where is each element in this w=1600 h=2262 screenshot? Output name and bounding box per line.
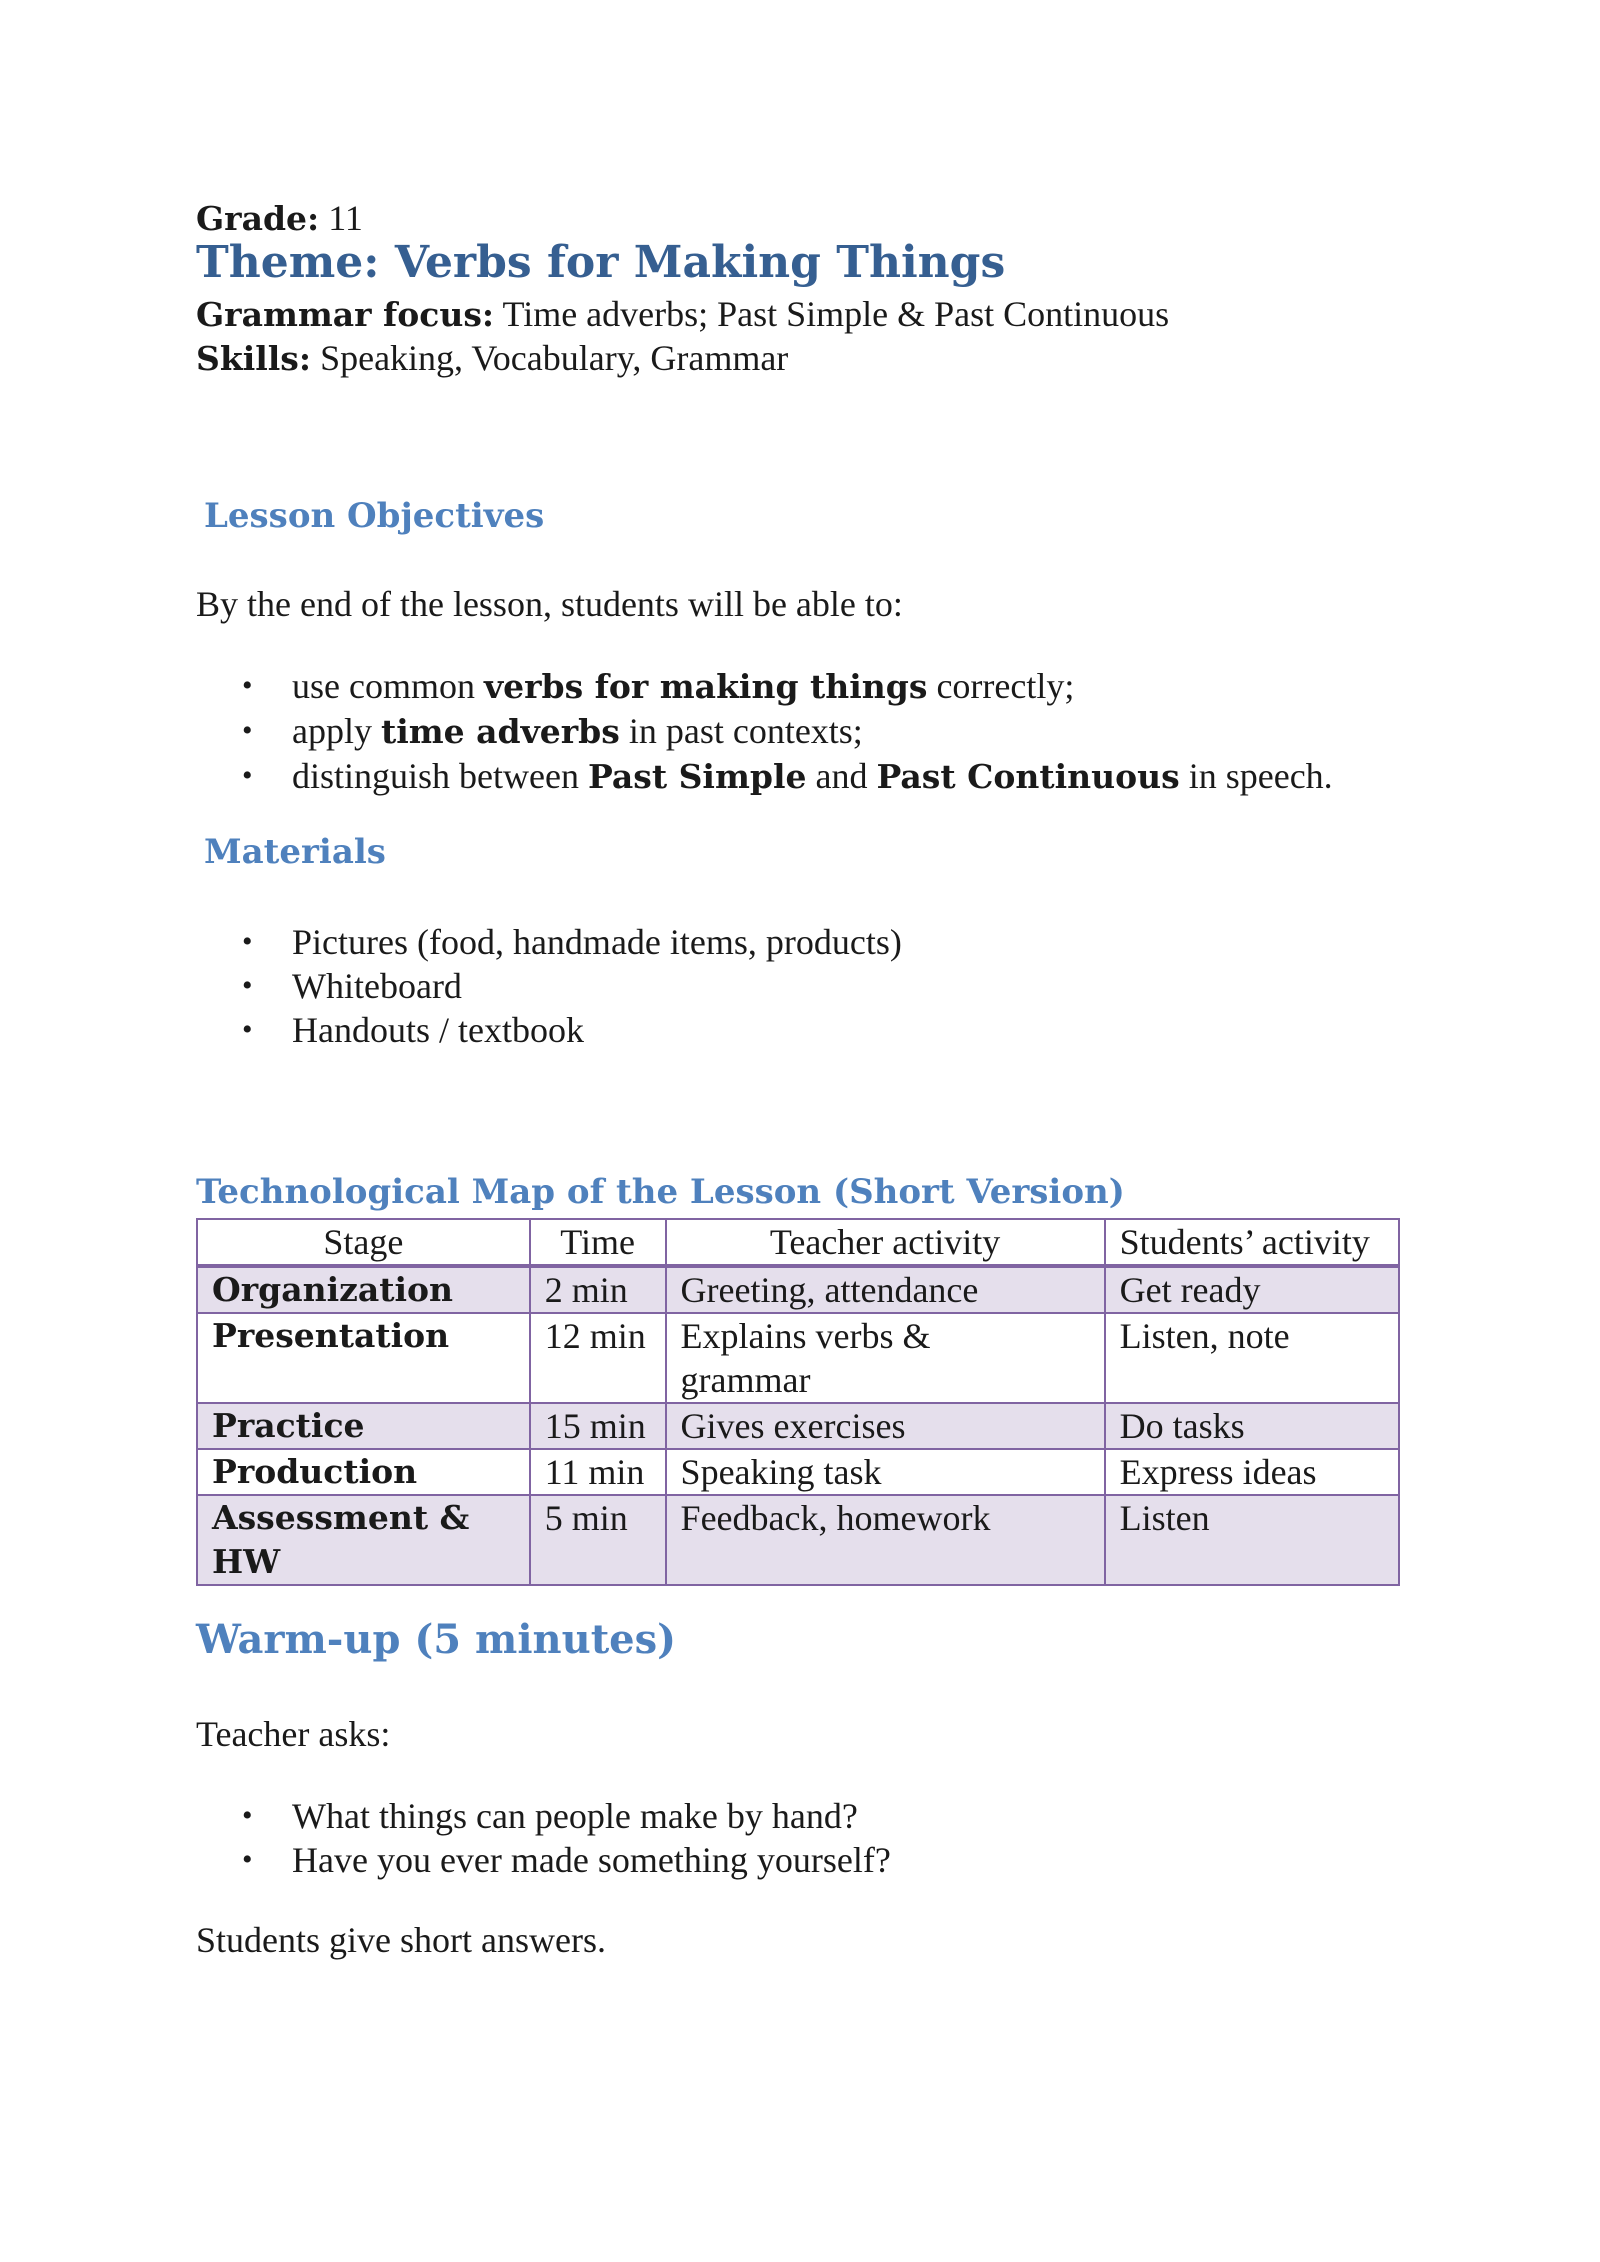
column-header-stage: Stage: [197, 1219, 530, 1266]
students-cell: Get ready: [1105, 1266, 1399, 1313]
stage-cell: Presentation: [197, 1313, 530, 1403]
column-header-teacher: Teacher activity: [666, 1219, 1105, 1266]
list-item: • Pictures (food, handmade items, products): [242, 922, 902, 962]
table-row: [197, 1495, 1399, 1585]
students-cell: Express ideas: [1105, 1449, 1399, 1495]
time-cell: 15 min: [530, 1403, 666, 1449]
list-item: • Whiteboard: [242, 966, 462, 1006]
time-cell: 11 min: [530, 1449, 666, 1495]
warmup-intro: Teacher asks:: [196, 1714, 391, 1754]
students-cell: Listen: [1105, 1495, 1399, 1585]
tech-map-heading: Technological Map of the Lesson (Short Version): [196, 1172, 1125, 1212]
table-row: [197, 1403, 1399, 1449]
objectives-heading: Lesson Objectives: [204, 496, 545, 536]
list-item: • apply time adverbs in past contexts;: [242, 711, 863, 751]
grammar-value: Time adverbs; Past Simple & Past Continuous: [502, 294, 1170, 334]
bullet-icon: •: [242, 969, 253, 1002]
objectives-list: [196, 664, 1333, 799]
grade-label: Grade:: [196, 199, 320, 238]
materials-heading: Materials: [204, 832, 386, 872]
skills-line: [196, 336, 788, 381]
teacher-cell: Feedback, homework: [666, 1495, 1105, 1585]
grade-value: 11: [328, 198, 363, 238]
students-cell: Do tasks: [1105, 1403, 1399, 1449]
warmup-list: [196, 1794, 891, 1882]
students-cell: Listen, note: [1105, 1313, 1399, 1403]
warmup-heading: Warm-up (5 minutes): [196, 1616, 677, 1663]
list-item: • Have you ever made something yourself?: [242, 1840, 891, 1880]
column-header-time: Time: [530, 1219, 666, 1266]
bullet-icon: •: [242, 759, 253, 792]
skills-value: Speaking, Vocabulary, Grammar: [320, 338, 789, 378]
stage-cell: Assessment & HW: [197, 1495, 530, 1585]
stage-cell: Production: [197, 1449, 530, 1495]
stage-cell: Organization: [197, 1266, 530, 1313]
materials-list: [196, 920, 902, 1052]
grammar-label: Grammar focus:: [196, 295, 495, 334]
table-row: [197, 1266, 1399, 1313]
time-cell: 5 min: [530, 1495, 666, 1585]
tech-map-table: [196, 1218, 1400, 1586]
bullet-icon: •: [242, 669, 253, 702]
grade-line: [196, 196, 363, 241]
stage-cell: Practice: [197, 1403, 530, 1449]
list-item: • Handouts / textbook: [242, 1010, 584, 1050]
table-header-row: [197, 1219, 1399, 1266]
bullet-icon: •: [242, 1843, 253, 1876]
list-item: • use common verbs for making things correctly;: [242, 666, 1075, 706]
table-row: [197, 1313, 1399, 1403]
objectives-intro: By the end of the lesson, students will be able to:: [196, 584, 903, 624]
time-cell: 12 min: [530, 1313, 666, 1403]
bullet-icon: •: [242, 925, 253, 958]
column-header-students: Students’ activity: [1105, 1219, 1399, 1266]
time-cell: 2 min: [530, 1266, 666, 1313]
bullet-icon: •: [242, 714, 253, 747]
teacher-cell: Greeting, attendance: [666, 1266, 1105, 1313]
warmup-outro: Students give short answers.: [196, 1920, 606, 1960]
list-item: • distinguish between Past Simple and Past Continuous in speech.: [242, 756, 1333, 796]
table-row: [197, 1449, 1399, 1495]
theme-title: Theme: Verbs for Making Things: [196, 237, 1006, 288]
grammar-focus-line: [196, 292, 1169, 337]
teacher-cell: Speaking task: [666, 1449, 1105, 1495]
teacher-cell: Explains verbs & grammar: [666, 1313, 1105, 1403]
bullet-icon: •: [242, 1799, 253, 1832]
teacher-cell: Gives exercises: [666, 1403, 1105, 1449]
bullet-icon: •: [242, 1013, 253, 1046]
list-item: • What things can people make by hand?: [242, 1796, 858, 1836]
skills-label: Skills:: [196, 339, 312, 378]
